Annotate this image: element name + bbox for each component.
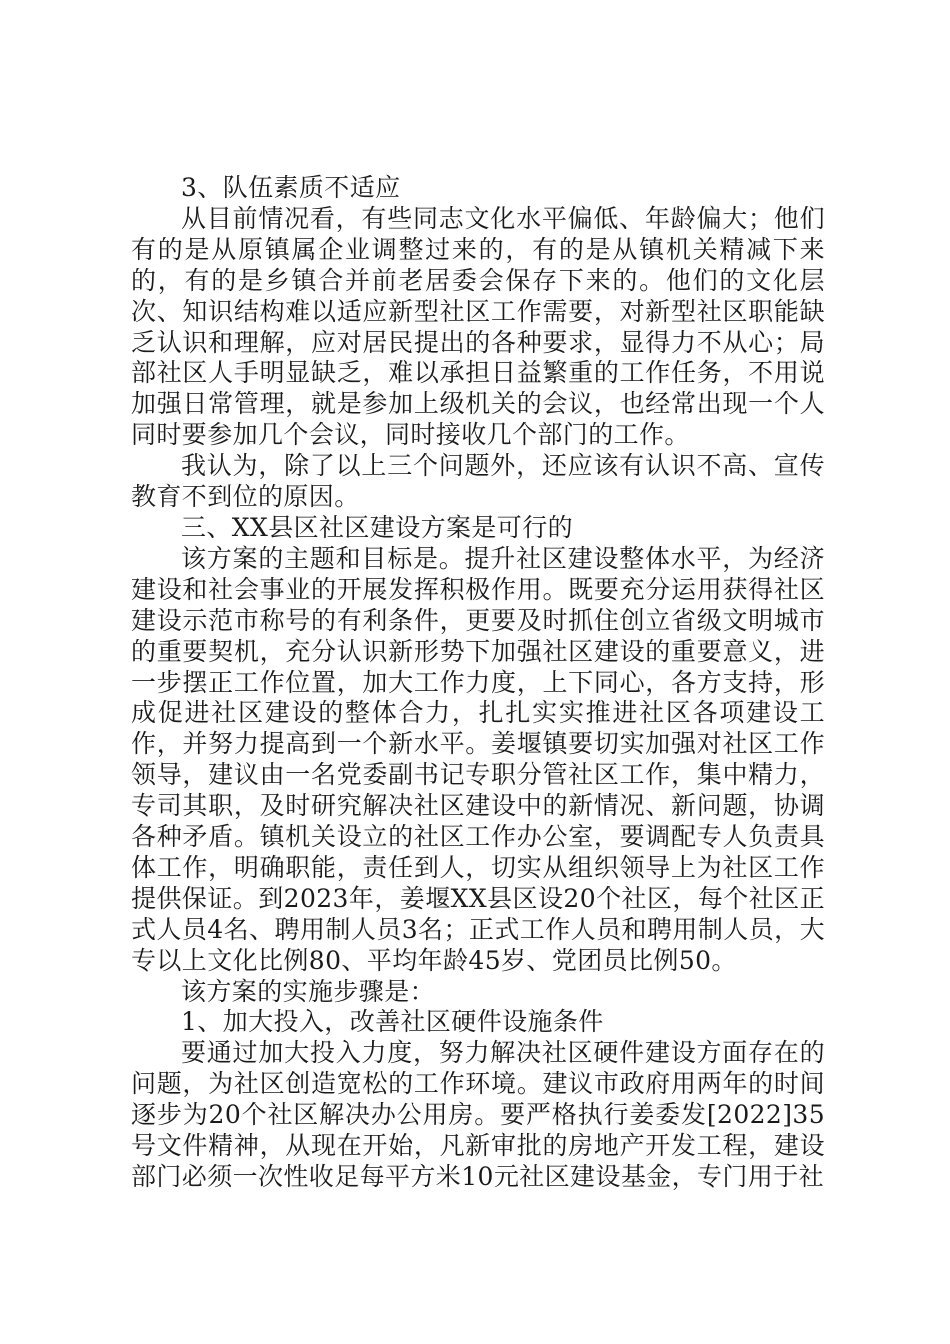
paragraph-implementation-steps: 该方案的实施步骤是：: [181, 976, 436, 1006]
paragraph-current-situation: 从目前情况看，有些同志文化水平偏低、年龄偏大；他们有的是从原镇属企业调整过来的，有的是从镇机关精减下来的，有的是乡镇合并前老居委会保存下来的。他们的文化层次、知识结构难以适应新型社区工作需要，对新型社区职能缺乏认识和理解，应对居民提出的各种要求，显得力不从心；局部社区人手明显缺乏，难以承担日益繁重的工作任务，不用说加强日常管理，就是参加上级机关的会议，也经常出现一个人同时要参加几个会议，同时接收几个部门的工作。: [131, 203, 825, 450]
heading-increase-investment: 1、加大投入，改善社区硬件设施条件: [181, 1007, 604, 1037]
paragraph-plan-goals: 该方案的主题和目标是。提升社区建设整体水平，为经济建设和社会事业的开展发挥积极作用。既要充分运用获得社区建设示范市称号的有利条件，更要及时抓住创立省级文明城市的重要契机，充分认识新形势下加强社区建设的重要意义，进一步摆正工作位置，加大工作力度，上下同心，各方支持，形成促进社区建设的整体合力，扎扎实实推进社区各项建设工作，并努力提高到一个新水平。姜堰镇要切实加强对社区工作领导，建议由一名党委副书记专职分管社区工作，集中精力，专司其职，及时研究解决社区建设中的新情况、新问题，协调各种矛盾。镇机关设立的社区工作办公室，要调配专人负责具体工作，明确职能，责任到人，切实从组织领导上为社区工作提供保证。到2023年，姜堰XX县区设20个社区，每个社区正式人员4名、聘用制人员3名；正式工作人员和聘用制人员，大专以上文化比例80、平均年龄45岁、党团员比例50。: [131, 543, 825, 975]
paragraph-investment-details: 要通过加大投入力度，努力解决社区硬件建设方面存在的问题，为社区创造宽松的工作环境。建议市政府用两年的时间逐步为20个社区解决办公用房。要严格执行姜委发[2022]35号文件精神，从现在开始，凡新审批的房地产开发工程，建设部门必须一次性收足每平方米10元社区建设基金，专门用于社: [131, 1038, 825, 1191]
heading-plan-feasible: 三、XX县区社区建设方案是可行的: [181, 512, 573, 542]
document-page: [131, 173, 825, 1193]
paragraph-other-causes: 我认为，除了以上三个问题外，还应该有认识不高、宣传教育不到位的原因。: [131, 451, 825, 512]
heading-team-quality: 3、队伍素质不适应: [181, 173, 401, 202]
